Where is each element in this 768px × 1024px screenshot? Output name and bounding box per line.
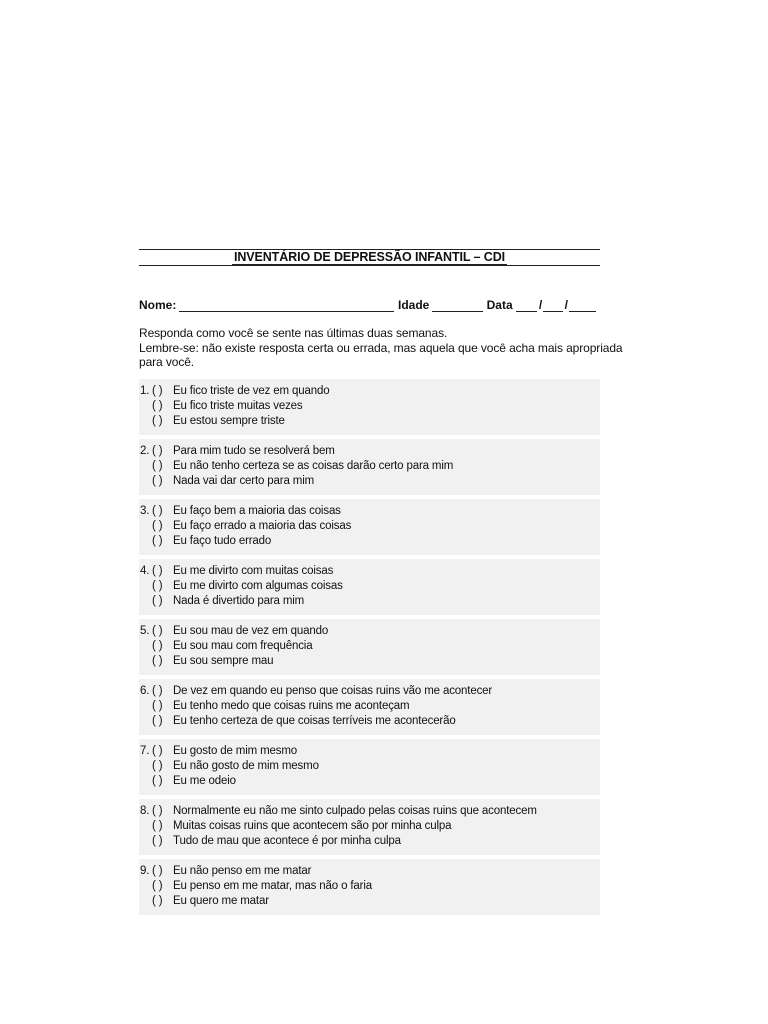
answer-text: Nada é divertido para mim xyxy=(173,594,305,607)
answer-text: Eu não gosto de mim mesmo xyxy=(173,759,319,772)
question-number: 4. xyxy=(140,564,150,577)
answer-checkbox[interactable]: ( ) xyxy=(152,474,163,487)
answer-text: Tudo de mau que acontece é por minha culpa xyxy=(173,834,401,847)
answer-text: Eu gosto de mim mesmo xyxy=(173,744,298,757)
question-item xyxy=(139,679,600,735)
question-number xyxy=(140,639,151,654)
answer-text: Muitas coisas ruins que acontecem são por minha culpa xyxy=(173,819,452,832)
answer-checkbox[interactable]: ( ) xyxy=(152,414,163,427)
answer-option[interactable] xyxy=(140,519,600,534)
question-number xyxy=(140,834,151,849)
answer-text: Eu penso em me matar, mas não o faria xyxy=(173,879,372,892)
date-label: Data xyxy=(486,298,513,312)
question-item xyxy=(139,559,600,615)
name-field[interactable] xyxy=(179,299,394,312)
question-number: 7. xyxy=(140,744,150,757)
answer-text: Eu sou mau com frequência xyxy=(173,639,313,652)
answer-checkbox[interactable]: ( ) xyxy=(152,594,163,607)
question-number xyxy=(140,579,151,594)
question-number xyxy=(140,474,151,489)
date-day-field[interactable] xyxy=(516,299,537,312)
question-number: 6. xyxy=(140,684,150,697)
question-item xyxy=(139,499,600,555)
question-number: 9. xyxy=(140,864,150,877)
question-item xyxy=(139,439,600,495)
answer-checkbox[interactable]: ( ) xyxy=(152,519,163,532)
answer-option[interactable] xyxy=(140,534,600,549)
question-item xyxy=(139,739,600,795)
answer-option[interactable] xyxy=(140,759,600,774)
answer-option[interactable] xyxy=(140,714,600,729)
question-number: 5. xyxy=(140,624,150,637)
answer-checkbox[interactable]: ( ) xyxy=(152,804,163,817)
answer-checkbox[interactable]: ( ) xyxy=(152,399,163,412)
answer-text: Eu estou sempre triste xyxy=(173,414,285,427)
question-number xyxy=(140,414,151,429)
cdi-form xyxy=(139,246,623,919)
answer-option[interactable] xyxy=(140,504,600,519)
question-item xyxy=(139,859,600,915)
answer-text: Eu não tenho certeza se as coisas darão certo para mim xyxy=(173,459,454,472)
question-number: 3. xyxy=(140,504,150,517)
answer-option[interactable] xyxy=(140,624,600,639)
instruction-line: para você. xyxy=(139,355,195,369)
question-number xyxy=(140,399,151,414)
answer-option[interactable] xyxy=(140,444,600,459)
form-title-wrap xyxy=(139,250,600,265)
answer-option[interactable] xyxy=(140,819,600,834)
question-list xyxy=(139,379,600,915)
date-separator: / xyxy=(564,298,568,312)
answer-text: Eu fico triste de vez em quando xyxy=(173,384,330,397)
answer-option[interactable] xyxy=(140,864,600,879)
question-number xyxy=(140,699,151,714)
answer-text: De vez em quando eu penso que coisas ruins vão me acontecer xyxy=(173,684,493,697)
answer-option[interactable] xyxy=(140,414,600,429)
question-number: 8. xyxy=(140,804,150,817)
age-label: Idade xyxy=(398,298,430,312)
answer-option[interactable] xyxy=(140,639,600,654)
answer-option[interactable] xyxy=(140,564,600,579)
answer-checkbox[interactable]: ( ) xyxy=(152,864,163,877)
answer-checkbox[interactable]: ( ) xyxy=(152,819,163,832)
answer-option[interactable] xyxy=(140,594,600,609)
answer-checkbox[interactable]: ( ) xyxy=(152,759,163,772)
answer-option[interactable] xyxy=(140,834,600,849)
question-number xyxy=(140,879,151,894)
answer-option[interactable] xyxy=(140,744,600,759)
instructions xyxy=(139,326,623,370)
question-item xyxy=(139,379,600,435)
answer-checkbox[interactable]: ( ) xyxy=(152,744,163,757)
answer-checkbox[interactable]: ( ) xyxy=(152,579,163,592)
answer-checkbox[interactable]: ( ) xyxy=(152,384,163,397)
answer-text: Eu quero me matar xyxy=(173,894,269,907)
question-number xyxy=(140,894,151,909)
answer-checkbox[interactable]: ( ) xyxy=(152,699,163,712)
question-number xyxy=(140,759,151,774)
form-title: INVENTÁRIO DE DEPRESSÃO INFANTIL – CDI xyxy=(233,250,505,264)
title-block xyxy=(139,246,600,270)
date-separator: / xyxy=(538,298,543,312)
answer-option[interactable] xyxy=(140,459,600,474)
answer-checkbox[interactable]: ( ) xyxy=(152,444,163,457)
answer-checkbox[interactable]: ( ) xyxy=(152,534,163,547)
answer-checkbox[interactable]: ( ) xyxy=(152,714,163,727)
question-number xyxy=(140,594,151,609)
answer-option[interactable] xyxy=(140,579,600,594)
answer-text: Eu tenho medo que coisas ruins me aconteçam xyxy=(173,699,410,712)
question-number xyxy=(140,459,151,474)
answer-text: Eu faço tudo errado xyxy=(173,534,272,547)
answer-checkbox[interactable]: ( ) xyxy=(152,654,163,667)
question-item xyxy=(139,619,600,675)
answer-option[interactable] xyxy=(140,879,600,894)
answer-checkbox[interactable]: ( ) xyxy=(152,624,163,637)
answer-text: Para mim tudo se resolverá bem xyxy=(173,444,335,457)
answer-checkbox[interactable]: ( ) xyxy=(152,879,163,892)
answer-checkbox[interactable]: ( ) xyxy=(152,504,163,517)
answer-text: Eu me odeio xyxy=(173,774,236,787)
answer-text: Eu faço errado a maioria das coisas xyxy=(173,519,352,532)
question-number xyxy=(140,714,151,729)
question-number: 2. xyxy=(140,444,150,457)
answer-text: Eu tenho certeza de que coisas terríveis me acontecerão xyxy=(173,714,456,727)
answer-text: Eu sou sempre mau xyxy=(173,654,274,667)
answer-text: Eu sou mau de vez em quando xyxy=(173,624,329,637)
answer-text: Eu me divirto com algumas coisas xyxy=(173,579,343,592)
question-number xyxy=(140,819,151,834)
header-fields xyxy=(139,296,600,312)
name-label: Nome: xyxy=(139,298,177,312)
answer-option[interactable] xyxy=(140,399,600,414)
answer-text: Normalmente eu não me sinto culpado pelas coisas ruins que acontecem xyxy=(173,804,537,817)
instruction-line: Lembre-se: não existe resposta certa ou errada, mas aquela que você acha mais apropriada xyxy=(139,340,623,355)
answer-option[interactable] xyxy=(140,474,600,489)
answer-checkbox[interactable]: ( ) xyxy=(152,894,163,907)
answer-option[interactable] xyxy=(140,699,600,714)
question-item xyxy=(139,799,600,855)
answer-option[interactable] xyxy=(140,804,600,819)
question-number xyxy=(140,774,151,789)
answer-checkbox[interactable]: ( ) xyxy=(152,774,163,787)
answer-text: Nada vai dar certo para mim xyxy=(173,474,315,487)
question-number: 1. xyxy=(140,384,150,397)
date-month-field[interactable] xyxy=(543,299,562,312)
answer-text: Eu faço bem a maioria das coisas xyxy=(173,504,341,517)
answer-checkbox[interactable]: ( ) xyxy=(152,639,163,652)
answer-option[interactable] xyxy=(140,774,600,789)
date-year-field[interactable] xyxy=(569,299,596,312)
answer-checkbox[interactable]: ( ) xyxy=(152,834,163,847)
question-number xyxy=(140,534,151,549)
answer-text: Eu me divirto com muitas coisas xyxy=(173,564,334,577)
answer-option[interactable] xyxy=(140,384,600,399)
age-field[interactable] xyxy=(432,299,482,312)
answer-checkbox[interactable]: ( ) xyxy=(152,459,163,472)
answer-checkbox[interactable]: ( ) xyxy=(152,564,163,577)
answer-checkbox[interactable]: ( ) xyxy=(152,684,163,697)
question-number xyxy=(140,519,151,534)
instruction-line: Responda como você se sente nas últimas duas semanas. xyxy=(139,326,448,340)
answer-option[interactable] xyxy=(140,684,600,699)
answer-text: Eu fico triste muitas vezes xyxy=(173,399,303,412)
answer-option[interactable] xyxy=(140,894,600,909)
answer-text: Eu não penso em me matar xyxy=(173,864,312,877)
question-number xyxy=(140,654,151,669)
answer-option[interactable] xyxy=(140,654,600,669)
title-rule-bottom xyxy=(139,265,600,266)
